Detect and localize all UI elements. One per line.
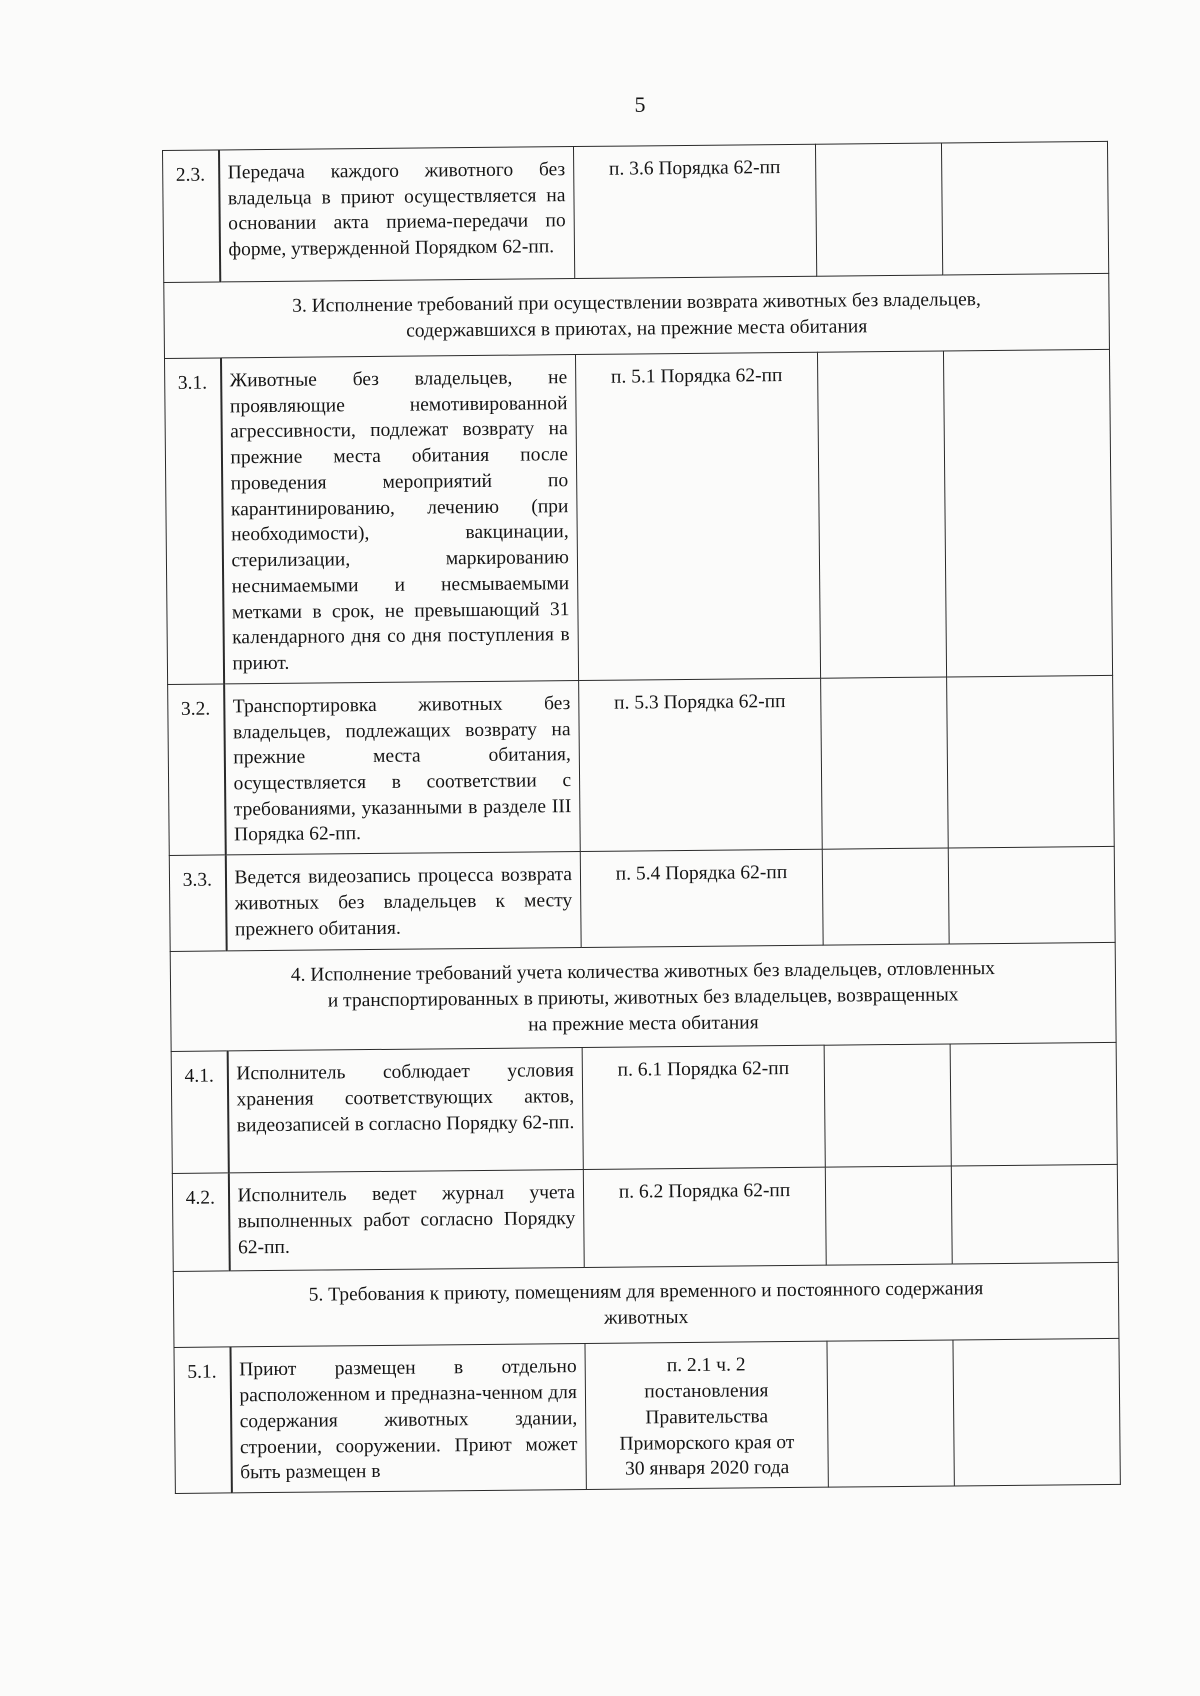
item-number: 3.3. <box>169 855 226 952</box>
blank-cell <box>947 675 1115 848</box>
page-number: 5 <box>634 92 646 117</box>
legal-reference: п. 3.6 Порядка 62-пп <box>573 144 816 278</box>
section-title: 4. Исполнение требований учета количества животных без владельцев, отловленных и транспортированных в приюты, животных без владельцев, возвращенных на прежние места обитания <box>170 943 1116 1052</box>
blank-cell <box>941 141 1108 275</box>
blank-cell <box>943 349 1112 676</box>
table-row <box>171 1043 1117 1174</box>
legal-reference: п. 2.1 ч. 2 постановления Правительства Приморского края от 30 января 2020 года <box>585 1342 828 1490</box>
item-number: 3.2. <box>168 684 226 856</box>
section-header-row <box>170 943 1116 1052</box>
item-number: 4.2. <box>172 1173 229 1272</box>
table-row <box>163 141 1109 282</box>
requirement-text: Транспортировка животных без владельцев, подлежащих возврату на прежние места обитания, осуществляется в соответствии с требованиями, указанными в разделе III Порядка 62-пп. <box>224 680 581 855</box>
item-number: 3.1. <box>165 358 224 684</box>
section-title: 5. Требования к приюту, помещениям для временного и постоянного содержания животных <box>173 1263 1119 1348</box>
table-row <box>168 675 1115 855</box>
table-row <box>174 1339 1120 1494</box>
section-header-row <box>164 273 1110 358</box>
blank-cell <box>827 1340 954 1487</box>
requirements-table-wrapper <box>162 141 1120 1494</box>
blank-cell <box>817 351 946 678</box>
item-number: 5.1. <box>174 1347 231 1493</box>
blank-cell <box>950 1043 1117 1167</box>
section-header-row <box>173 1263 1119 1348</box>
blank-cell <box>953 1339 1120 1486</box>
blank-cell <box>825 1166 952 1265</box>
requirement-text: Животные без владельцев, не проявляющие немотивированной агрессивности, подлежат возврату на прежние места обитания после проведения мероприятий по карантинированию, лечению (при необходимости), вакцинации, стерилизации, маркированию неснимаемыми и несмываемыми метками в срок, не превышающий 31 календарного дня со дня поступления в приют. <box>220 355 578 684</box>
requirement-text: Передача каждого животного без владельца в приют осуществляется на основании акта приема-передачи по форме, утвержденной Порядком 62-пп. <box>219 147 575 282</box>
requirement-text: Приют размещен в отдельно расположенном и предназна-ченном для содержания животных здании, строении, сооружении. Приют может быть размещен в <box>230 1344 586 1493</box>
table-row <box>169 847 1115 952</box>
blank-cell <box>815 143 942 276</box>
table-row <box>165 349 1113 684</box>
legal-reference: п. 6.1 Порядка 62-пп <box>582 1046 825 1170</box>
requirement-text: Исполнитель ведет журнал учета выполненных работ согласно Порядку 62-пп. <box>228 1170 584 1271</box>
table-row <box>172 1165 1118 1272</box>
section-title: 3. Исполнение требований при осуществлении возврата животных без владельцев, содержавшихся в приютах, на прежние места обитания <box>164 273 1110 358</box>
item-number: 2.3. <box>163 150 220 283</box>
requirement-text: Исполнитель соблюдает условия хранения соответствующих актов, видеозаписей в согласно Порядку 62-пп. <box>227 1048 583 1173</box>
legal-reference: п. 5.1 Порядка 62-пп <box>575 352 820 680</box>
blank-cell <box>824 1044 951 1167</box>
legal-reference: п. 5.4 Порядка 62-пп <box>580 849 823 947</box>
blank-cell <box>951 1165 1118 1265</box>
requirement-text: Ведется видеозапись процесса возврата животных без владельцев к месту прежнего обитания. <box>225 852 581 951</box>
blank-cell <box>948 847 1115 945</box>
requirements-table <box>162 141 1121 1494</box>
item-number: 4.1. <box>171 1051 228 1174</box>
legal-reference: п. 6.2 Порядка 62-пп <box>583 1168 826 1268</box>
legal-reference: п. 5.3 Порядка 62-пп <box>579 678 823 852</box>
blank-cell <box>822 848 949 945</box>
blank-cell <box>821 677 949 850</box>
